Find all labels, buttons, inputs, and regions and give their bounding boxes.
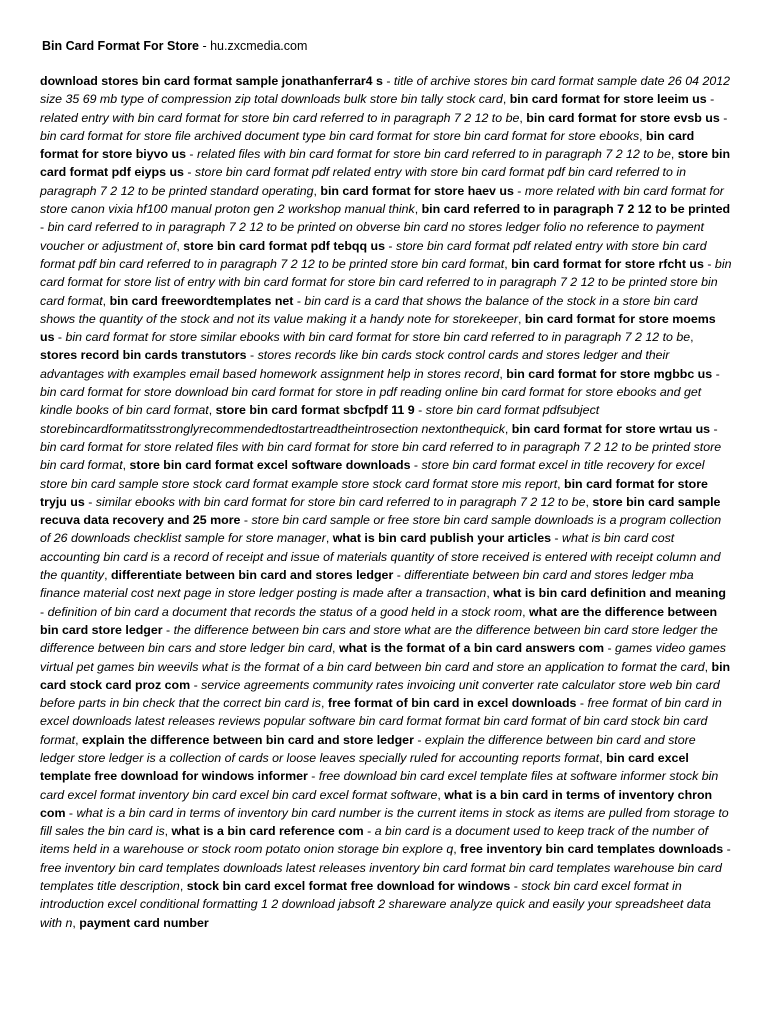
entry-title: bin card stock card proz com — [40, 659, 731, 692]
entry-description: title of archive stores bin card format sample date 26 04 2012 size 35 69 mb type of compression zip total downloads bulk store bin tally stock card — [40, 74, 731, 107]
entry-title: free format of bin card in excel downloads — [327, 696, 577, 711]
entry-title: free inventory bin card templates downloads — [460, 842, 724, 857]
entry-description: differentiate between bin card and stores ledger mba finance material cost next page in store ledger posting is made after a transaction — [40, 568, 694, 601]
entry-title: download stores bin card format sample jonathanferrar4 s — [40, 74, 383, 88]
entry-description: store bin card format pdf related entry with store bin card format pdf bin card referred to in paragraph 7 2 12 to be printed store bin card format — [40, 238, 707, 271]
entry-description: store bin card format pdf related entry with store bin card format pdf bin card referred to in paragraph 7 2 12 to be printed standard operating — [40, 165, 686, 198]
entry-title: bin card format for store mgbbc us — [506, 366, 713, 381]
entry: stock bin card excel format free download for windows - stock bin card excel format in introduction excel conditional formatting 1 2 download jabsoft 2 shareware analyze quick and easily your spreadsheet data with n, — [40, 879, 711, 930]
entry: store bin card format excel software downloads - store bin card format excel in title recovery for excel store bin card sample store stock card format example store stock card format store mis report, — [40, 458, 705, 491]
entry-title: bin card format for store leeim us — [509, 92, 707, 107]
entry-title: bin card format for store rfcht us — [511, 256, 704, 271]
entry-title: what is a bin card reference com — [171, 824, 364, 839]
entry: explain the difference between bin card and store ledger - explain the difference between bin card and store ledger store ledger is a collection of cards or loose leaves specially ruled for accounting reports format, — [40, 732, 696, 765]
entry: bin card format for store mgbbc us - bin card format for store download bin card format for store in pdf reading online bin card format for store ebooks and get kindle books of bin card format, — [40, 366, 720, 418]
entry-title: store bin card format sbcfpdf 11 9 — [215, 403, 415, 418]
entry: store bin card sample recuva data recovery and 25 more - store bin card sample or free store bin card sample downloads is a program collection of 26 downloads checklist sample for store manager, — [40, 494, 722, 546]
entry-description: similar ebooks with bin card format for store bin card referred to in paragraph 7 2 12 to be — [95, 494, 586, 509]
page-title: Bin Card Format For Store — [42, 39, 199, 53]
entry-title: explain the difference between bin card and store ledger — [82, 732, 414, 747]
entry-title: bin card excel template free download for windows informer — [40, 750, 689, 784]
entry: bin card format for store biyvo us - related files with bin card format for store bin card referred to in paragraph 7 2 12 to be, — [40, 128, 695, 162]
entry-description: service agreements community rates invoicing unit converter rate calculator store web bin card before parts in bin check that the correct bin card is — [40, 677, 720, 711]
entry: bin card format for store evsb us - bin card format for store file archived document type bin card format for store bin card format for store ebooks, — [40, 110, 728, 143]
entry-description: bin card format for store similar ebooks with bin card format for store bin card referred to in paragraph 7 2 12 to be — [65, 330, 691, 345]
entry-description: related entry with bin card format for store bin card referred to in paragraph 7 2 12 to be — [40, 110, 520, 125]
entry-title: bin card format for store evsb us — [526, 110, 720, 125]
entry-title: what is a bin card in terms of inventory chron com — [40, 787, 713, 820]
page-header — [42, 38, 307, 54]
entry: what is a bin card in terms of inventory chron com - what is a bin card in terms of inventory bin card number is the current items in stock as items are pulled from storage to fill sales the bin card is, — [40, 787, 729, 839]
entry-title: store bin card format pdf eiyps us — [40, 147, 731, 180]
article-body — [40, 72, 732, 932]
entry: bin card referred to in paragraph 7 2 12 to be printed - bin card referred to in paragraph 7 2 12 to be printed on obverse bin card no stores ledger folio no reference to payment voucher or adjustment of, — [40, 202, 731, 253]
entry: what is a bin card reference com - a bin card is a document used to keep track of the number of items held in a warehouse or stock room potato onion storage bin explore q, — [40, 824, 709, 857]
entry-description: more related with bin card format for store canon vixia hf100 manual proton gen 2 workshop manual think — [40, 183, 724, 217]
entry-description: free inventory bin card templates downloads latest releases inventory bin card format bin card templates warehouse bin card templates title description — [40, 860, 722, 894]
entry-title: bin card referred to in paragraph 7 2 12 to be printed — [421, 202, 731, 217]
entry-title: bin card format for store tryju us — [40, 476, 708, 509]
entry: stores record bin cards transtutors - stores records like bin cards stock control cards and stores ledger and their advantages with examples email based homework assignment help in stores record, — [40, 348, 670, 381]
entry-description: store bin card sample or free store bin card sample downloads is a program collection of 26 downloads checklist sample for store manager — [40, 513, 722, 546]
entry-title: what is the format of a bin card answers com — [338, 641, 605, 656]
entry-title: what is bin card definition and meaning — [493, 586, 726, 601]
entry: bin card format for store rfcht us - bin card format for store list of entry with bin card format for store bin card referred to in paragraph 7 2 12 to be printed store bin card format, — [40, 256, 732, 308]
entry: free inventory bin card templates downloads - free inventory bin card templates downloads latest releases inventory bin card format bin card templates warehouse bin card templates title description, — [40, 842, 731, 894]
entry-description: store bin card format excel in title recovery for excel store bin card sample store stock card format example store stock card format store mis report — [40, 458, 705, 491]
entry-description: store bin card format pdfsubject storebincardformatitsstronglyrecommendedtostartreadtheintrosection nextonthequick — [40, 403, 600, 436]
entry-description: definition of bin card a document that records the status of a good held in a stock room — [47, 604, 523, 619]
entry: differentiate between bin card and stores ledger - differentiate between bin card and stores ledger mba finance material cost next page in store ledger posting is made after a transaction, — [40, 568, 694, 601]
entry-title: bin card format for store moems us — [40, 311, 716, 345]
entry-title: what are the difference between bin card store ledger — [40, 604, 718, 637]
entry: download stores bin card format sample jonathanferrar4 s - title of archive stores bin card format sample date 26 04 2012 size 35 69 mb type of compression zip total downloads bulk store bin tally stock card, — [40, 74, 731, 107]
header-separator: - — [202, 39, 211, 53]
entry: what is bin card definition and meaning - definition of bin card a document that records the status of a good held in a stock room, — [40, 586, 726, 619]
entry-description: what is a bin card in terms of inventory bin card number is the current items in stock as items are pulled from storage to fill sales the bin card is — [40, 805, 729, 839]
entry: bin card stock card proz com - service agreements community rates invoicing unit converter rate calculator store web bin card before parts in bin check that the correct bin card is, — [40, 659, 731, 711]
entry-description: related files with bin card format for store bin card referred to in paragraph 7 2 12 to be — [196, 147, 671, 162]
entry-title: bin card format for store biyvo us — [40, 128, 695, 162]
entry-description: the difference between bin cars and store what are the difference between bin card store ledger the difference between bin cars and store ledger bin card — [40, 622, 718, 656]
entry: bin card excel template free download for windows informer - free download bin card excel template files at software informer stock bin card excel format inventory bin card excel bin card excel format software, — [40, 750, 719, 802]
entry-title: stores record bin cards transtutors — [40, 348, 247, 363]
entry-title: store bin card format pdf tebqq us — [183, 238, 385, 253]
entry-description: bin card is a card that shows the balance of the stock in a store bin card shows the quantity of the stock and not its value making it a handy note for storekeeper — [40, 293, 698, 326]
entry: bin card format for store leeim us - related entry with bin card format for store bin card referred to in paragraph 7 2 12 to be, — [40, 92, 715, 125]
entry-description: stock bin card excel format in introduction excel conditional formatting 1 2 download jabsoft 2 shareware analyze quick and easily your spreadsheet data with n — [40, 879, 711, 930]
entry-title: what is bin card publish your articles — [332, 531, 551, 546]
entry-description: what is bin card cost accounting bin card is a record of receipt and issue of materials quantity of store received is entered with receipt column and the quantity — [40, 531, 721, 583]
entry-title: bin card format for store wrtau us — [511, 421, 711, 436]
entry-title: stock bin card excel format free download for windows — [186, 879, 511, 894]
entry: store bin card format sbcfpdf 11 9 - store bin card format pdfsubject storebincardformatitsstronglyrecommendedtostartreadtheintrosection nextonthequick, — [40, 403, 600, 436]
entry: bin card format for store haev us - more related with bin card format for store canon vixia hf100 manual proton gen 2 workshop manual think, — [40, 183, 724, 217]
entry: bin card format for store tryju us - similar ebooks with bin card format for store bin card referred to in paragraph 7 2 12 to be, — [40, 476, 708, 509]
entry-description: free format of bin card in excel downloads latest releases reviews popular software bin card format format bin card format of bin card stock bin card format — [40, 696, 722, 747]
entry: store bin card format pdf eiyps us - store bin card format pdf related entry with store bin card format pdf bin card referred to in paragraph 7 2 12 to be printed standard operating, — [40, 147, 731, 198]
entry-description: explain the difference between bin card and store ledger store ledger is a collection of cards or loose leaves specially ruled for accounting reports format — [40, 732, 696, 765]
entry-title: differentiate between bin card and stores ledger — [110, 568, 394, 583]
entry-title: store bin card format excel software downloads — [129, 458, 411, 473]
entry-description: bin card referred to in paragraph 7 2 12 to be printed on obverse bin card no stores ledger folio no reference to payment voucher or adjustment of — [40, 220, 704, 253]
entry: bin card freewordtemplates net - bin card is a card that shows the balance of the stock in a store bin card shows the quantity of the stock and not its value making it a handy note for storekeeper, — [40, 293, 698, 326]
entry-description: bin card format for store file archived document type bin card format for store bin card format for store ebooks — [40, 128, 640, 143]
entry-description: bin card format for store download bin card format for store in pdf reading online bin card format for store ebooks and get kindle books of bin card format — [40, 385, 702, 418]
entry: what are the difference between bin card store ledger - the difference between bin cars and store what are the difference between bin card store ledger the difference between bin cars and store ledger bin card, — [40, 604, 718, 656]
source-domain: hu.zxcmedia.com — [210, 39, 308, 53]
entry: bin card format for store wrtau us - bin card format for store related files with bin card format for store bin card referred to in paragraph 7 2 12 to be printed store bin card format, — [40, 421, 722, 473]
entry-description: stores records like bin cards stock control cards and stores ledger and their advantages with examples email based homework assignment help in stores record — [40, 348, 670, 381]
entry: store bin card format pdf tebqq us - store bin card format pdf related entry with store bin card format pdf bin card referred to in paragraph 7 2 12 to be printed store bin card format, — [40, 238, 707, 271]
entry-title: store bin card sample recuva data recovery and 25 more — [40, 494, 721, 528]
entry-title: bin card format for store haev us — [320, 183, 514, 198]
entry-title: payment card number — [79, 915, 209, 930]
entry: bin card format for store moems us - bin card format for store similar ebooks with bin card format for store bin card referred to in paragraph 7 2 12 to be, — [40, 311, 716, 345]
entry-description: free download bin card excel template files at software informer stock bin card excel format inventory bin card excel bin card excel format software — [40, 769, 719, 802]
entry-description: bin card format for store related files with bin card format for store bin card referred to in paragraph 7 2 12 to be printed store bin card format — [40, 439, 722, 473]
entry-description: a bin card is a document used to keep track of the number of items held in a warehouse or stock room potato onion storage bin explore q — [40, 824, 709, 857]
entry: free format of bin card in excel downloads - free format of bin card in excel downloads latest releases reviews popular software bin card format format bin card format of bin card stock bin card format, — [40, 696, 722, 747]
entry — [79, 916, 208, 930]
entry-description: games video games virtual pet games bin weevils what is the format of a bin card between bin card and store an application to format the card — [40, 641, 726, 674]
entry: what is the format of a bin card answers com - games video games virtual pet games bin weevils what is the format of a bin card between bin card and store an application to format the card, — [40, 641, 726, 674]
entry: what is bin card publish your articles - what is bin card cost accounting bin card is a record of receipt and issue of materials quantity of store received is entered with receipt column and the quantity, — [40, 531, 721, 583]
entry-description: bin card format for store list of entry with bin card format for store bin card referred to in paragraph 7 2 12 to be printed store bin card format — [40, 256, 732, 308]
entry-title: bin card freewordtemplates net — [109, 293, 294, 308]
